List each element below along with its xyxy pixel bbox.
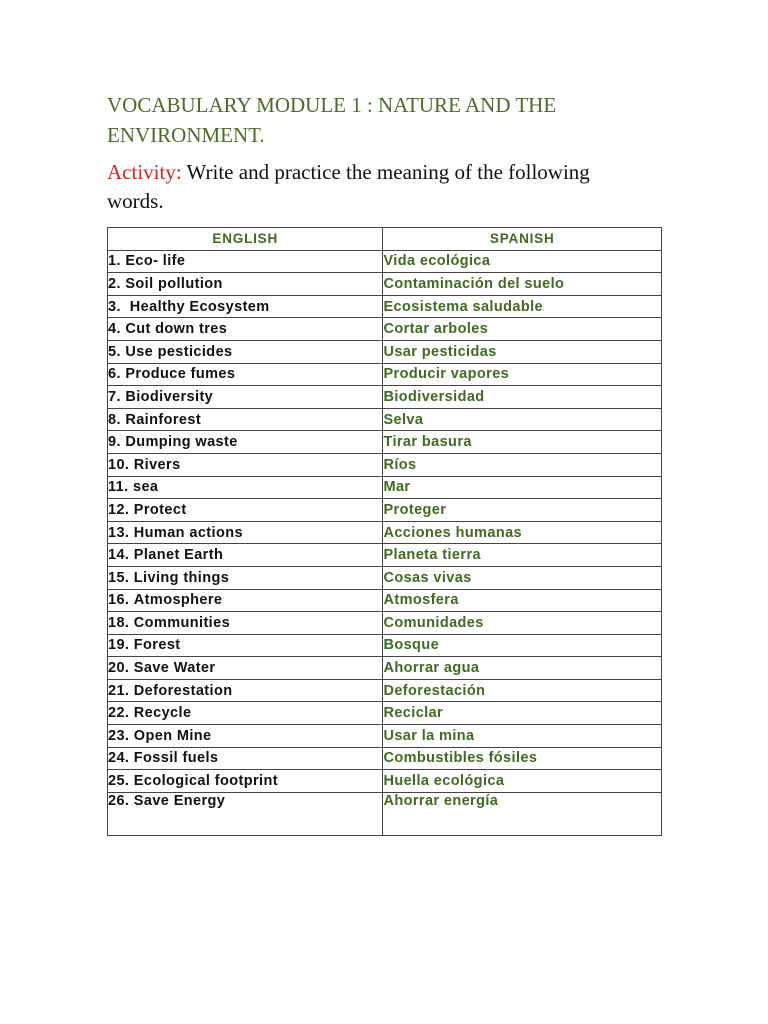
- spanish-translation-cell: Comunidades: [383, 612, 662, 635]
- table-row: [108, 250, 662, 273]
- spanish-translation-cell: Ríos: [383, 453, 662, 476]
- table-row: [108, 386, 662, 409]
- table-row: [108, 521, 662, 544]
- term-number: 14.: [108, 547, 130, 564]
- table-row: [108, 544, 662, 567]
- header-english: ENGLISH: [108, 228, 383, 251]
- english-term-cell: [108, 431, 383, 454]
- term-number: 16.: [108, 592, 130, 609]
- spanish-translation-cell: Tirar basura: [383, 431, 662, 454]
- table-row: [108, 431, 662, 454]
- spanish-translation-cell: Producir vapores: [383, 363, 662, 386]
- table-row: [108, 363, 662, 386]
- english-term: Planet Earth: [133, 547, 224, 564]
- table-row: [108, 657, 662, 680]
- spanish-translation-cell: Contaminación del suelo: [383, 273, 662, 296]
- spanish-translation-cell: Ecosistema saludable: [383, 295, 662, 318]
- spanish-translation-cell: Acciones humanas: [383, 521, 662, 544]
- term-number: 22.: [108, 705, 130, 722]
- spanish-translation-cell: Usar la mina: [383, 725, 662, 748]
- spanish-translation-cell: Deforestación: [383, 679, 662, 702]
- english-term: Save Energy: [133, 792, 226, 809]
- english-term-cell: [108, 521, 383, 544]
- english-term-cell: [108, 386, 383, 409]
- english-term-cell: [108, 273, 383, 296]
- spanish-translation-cell: Combustibles fósiles: [383, 747, 662, 770]
- spanish-translation-cell: Selva: [383, 408, 662, 431]
- activity-text: Write and practice the meaning of the following words.: [107, 160, 590, 213]
- activity-label: Activity:: [107, 160, 182, 184]
- table-row: [108, 634, 662, 657]
- spanish-translation-cell: Vida ecológica: [383, 250, 662, 273]
- english-term-cell: [108, 476, 383, 499]
- term-number: 5.: [108, 343, 121, 360]
- table-row: [108, 318, 662, 341]
- term-number: 15.: [108, 569, 130, 586]
- english-term: Produce fumes: [125, 366, 236, 383]
- english-term-cell: [108, 747, 383, 770]
- english-term: Communities: [133, 614, 231, 631]
- english-term: Forest: [133, 637, 181, 654]
- english-term-cell: [108, 453, 383, 476]
- english-term-cell: [108, 544, 383, 567]
- term-number: 23.: [108, 727, 130, 744]
- term-number: 11.: [108, 479, 129, 496]
- table-row: [108, 725, 662, 748]
- term-number: 9.: [108, 434, 121, 451]
- english-term-cell: [108, 770, 383, 793]
- spanish-translation-cell: Planeta tierra: [383, 544, 662, 567]
- term-number: 20.: [108, 660, 130, 677]
- vocabulary-table: [107, 227, 662, 836]
- term-number: 26.: [108, 792, 130, 809]
- english-term-cell: [108, 318, 383, 341]
- english-term-cell: [108, 634, 383, 657]
- term-number: 21.: [108, 682, 130, 699]
- spanish-translation-cell: Bosque: [383, 634, 662, 657]
- term-number: 10.: [108, 456, 130, 473]
- spanish-translation-cell: Ahorrar energía: [383, 792, 662, 835]
- english-term: Recycle: [133, 705, 192, 722]
- english-term-cell: [108, 612, 383, 635]
- english-term-cell: [108, 657, 383, 680]
- english-term-cell: [108, 499, 383, 522]
- table-row: [108, 770, 662, 793]
- table-row: [108, 612, 662, 635]
- spanish-translation-cell: Reciclar: [383, 702, 662, 725]
- spanish-translation-cell: Huella ecológica: [383, 770, 662, 793]
- english-term-cell: [108, 408, 383, 431]
- term-number: 18.: [108, 614, 130, 631]
- english-term: Human actions: [133, 524, 243, 541]
- english-term-cell: [108, 589, 383, 612]
- header-spanish: SPANISH: [383, 228, 662, 251]
- english-term: Soil pollution: [125, 275, 223, 292]
- spanish-translation-cell: Biodiversidad: [383, 386, 662, 409]
- term-number: 6.: [108, 366, 121, 383]
- table-row: [108, 702, 662, 725]
- english-term-cell: [108, 725, 383, 748]
- english-term-cell: [108, 363, 383, 386]
- english-term: Ecological footprint: [133, 773, 278, 790]
- english-term: Protect: [133, 501, 187, 518]
- table-row: [108, 589, 662, 612]
- english-term-cell: [108, 250, 383, 273]
- english-term: Healthy Ecosystem: [125, 298, 270, 315]
- english-term-cell: [108, 792, 383, 835]
- english-term: Cut down tres: [125, 321, 228, 338]
- english-term: Use pesticides: [125, 343, 233, 360]
- term-number: 2.: [108, 275, 121, 292]
- page-title: VOCABULARY MODULE 1 : NATURE AND THE ENVIRONMENT.: [107, 93, 557, 147]
- english-term: sea: [133, 479, 159, 496]
- english-term: Open Mine: [133, 727, 212, 744]
- spanish-translation-cell: Atmosfera: [383, 589, 662, 612]
- english-term: Fossil fuels: [133, 750, 219, 767]
- english-term: Living things: [133, 569, 230, 586]
- spanish-translation-cell: Proteger: [383, 499, 662, 522]
- activity-instruction: [107, 158, 647, 216]
- table-row: [108, 476, 662, 499]
- english-term-cell: [108, 679, 383, 702]
- table-row: [108, 453, 662, 476]
- vocabulary-table-body: [108, 250, 662, 835]
- table-row: [108, 747, 662, 770]
- table-row: [108, 408, 662, 431]
- english-term: Deforestation: [133, 682, 233, 699]
- term-number: 7.: [108, 388, 121, 405]
- term-number: 19.: [108, 637, 130, 654]
- spanish-translation-cell: Mar: [383, 476, 662, 499]
- term-number: 3.: [108, 298, 121, 315]
- term-number: 13.: [108, 524, 130, 541]
- english-term-cell: [108, 702, 383, 725]
- english-term: Dumping waste: [125, 434, 238, 451]
- term-number: 4.: [108, 321, 121, 338]
- english-term-cell: [108, 295, 383, 318]
- table-row: [108, 295, 662, 318]
- table-row: [108, 499, 662, 522]
- english-term-cell: [108, 566, 383, 589]
- english-term: Atmosphere: [133, 592, 223, 609]
- english-term: Biodiversity: [125, 388, 214, 405]
- table-row: [108, 340, 662, 363]
- table-row: [108, 273, 662, 296]
- spanish-translation-cell: Cosas vivas: [383, 566, 662, 589]
- spanish-translation-cell: Cortar arboles: [383, 318, 662, 341]
- spanish-translation-cell: Usar pesticidas: [383, 340, 662, 363]
- english-term-cell: [108, 340, 383, 363]
- english-term: Rainforest: [125, 411, 202, 428]
- table-row: [108, 792, 662, 835]
- term-number: 24.: [108, 750, 130, 767]
- table-header-row: [108, 228, 662, 251]
- table-row: [108, 679, 662, 702]
- english-term: Eco- life: [125, 253, 186, 270]
- spanish-translation-cell: Ahorrar agua: [383, 657, 662, 680]
- english-term: Save Water: [133, 660, 216, 677]
- term-number: 12.: [108, 501, 130, 518]
- term-number: 25.: [108, 773, 130, 790]
- english-term: Rivers: [133, 456, 181, 473]
- table-row: [108, 566, 662, 589]
- term-number: 1.: [108, 253, 121, 270]
- term-number: 8.: [108, 411, 121, 428]
